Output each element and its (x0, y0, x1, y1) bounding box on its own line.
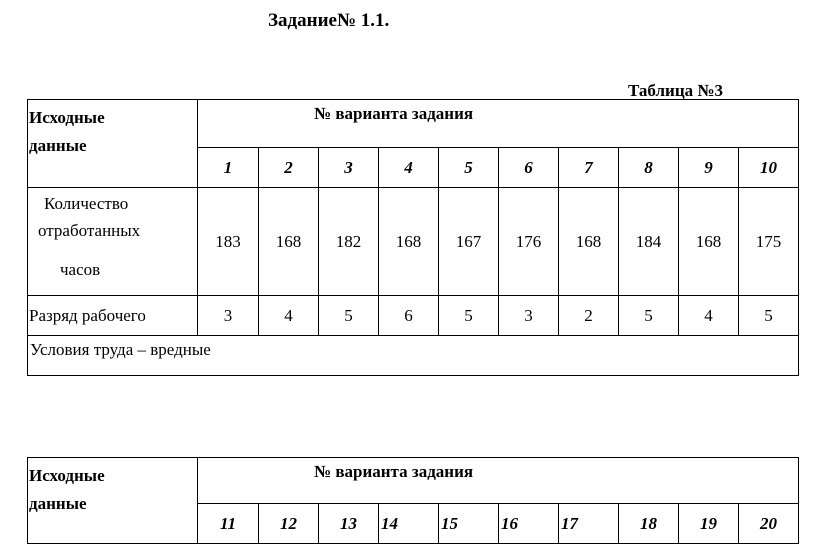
variant-number: 8 (619, 148, 679, 188)
variant-number: 6 (499, 148, 559, 188)
hours-value: 168 (259, 188, 319, 296)
variant-number: 20 (739, 504, 799, 544)
variant-number: 16 (499, 504, 559, 544)
hours-value: 168 (679, 188, 739, 296)
hours-value: 168 (559, 188, 619, 296)
hours-value: 175 (739, 188, 799, 296)
variant-number: 2 (259, 148, 319, 188)
source-data-header-line1: Исходные (29, 466, 105, 485)
variant-number: 13 (319, 504, 379, 544)
source-data-header (28, 100, 198, 188)
hours-value: 182 (319, 188, 379, 296)
hours-label-line1: Количество (44, 194, 129, 213)
grade-value: 5 (439, 296, 499, 336)
variant-number-header: № варианта задания (198, 458, 799, 504)
hours-value: 176 (499, 188, 559, 296)
grade-label: Разряд рабочего (28, 296, 198, 336)
variant-number: 4 (379, 148, 439, 188)
variant-number: 1 (198, 148, 259, 188)
grade-value: 4 (259, 296, 319, 336)
variant-number: 15 (439, 504, 499, 544)
hours-label-line3: часов (60, 260, 101, 279)
working-conditions: Условия труда – вредные (28, 336, 799, 376)
variant-number-header: № варианта задания (198, 100, 799, 148)
variant-number: 18 (619, 504, 679, 544)
grade-value: 2 (559, 296, 619, 336)
hours-label (28, 188, 198, 296)
variant-number: 12 (259, 504, 319, 544)
variants-table-1 (27, 99, 799, 376)
hours-value: 167 (439, 188, 499, 296)
grade-value: 3 (198, 296, 259, 336)
hours-value: 184 (619, 188, 679, 296)
variant-number: 5 (439, 148, 499, 188)
grade-value: 3 (499, 296, 559, 336)
variant-number: 3 (319, 148, 379, 188)
variant-number: 17 (559, 504, 619, 544)
source-data-header-line2: данные (29, 136, 87, 155)
hours-label-line2: отработанных (38, 221, 141, 240)
variant-number: 19 (679, 504, 739, 544)
table-caption: Таблица №3 (628, 81, 723, 100)
variant-number: 14 (379, 504, 439, 544)
grade-value: 5 (619, 296, 679, 336)
variant-number: 10 (739, 148, 799, 188)
source-data-header (28, 458, 198, 544)
hours-value: 168 (379, 188, 439, 296)
hours-value: 183 (198, 188, 259, 296)
grade-value: 6 (379, 296, 439, 336)
variant-number: 9 (679, 148, 739, 188)
grade-value: 5 (739, 296, 799, 336)
variant-number: 7 (559, 148, 619, 188)
variant-number: 11 (198, 504, 259, 544)
grade-value: 4 (679, 296, 739, 336)
page-title: Задание№ 1.1. (268, 10, 390, 31)
source-data-header-line2: данные (29, 494, 87, 513)
grade-value: 5 (319, 296, 379, 336)
variants-table-2 (27, 457, 799, 544)
source-data-header-line1: Исходные (29, 108, 105, 127)
